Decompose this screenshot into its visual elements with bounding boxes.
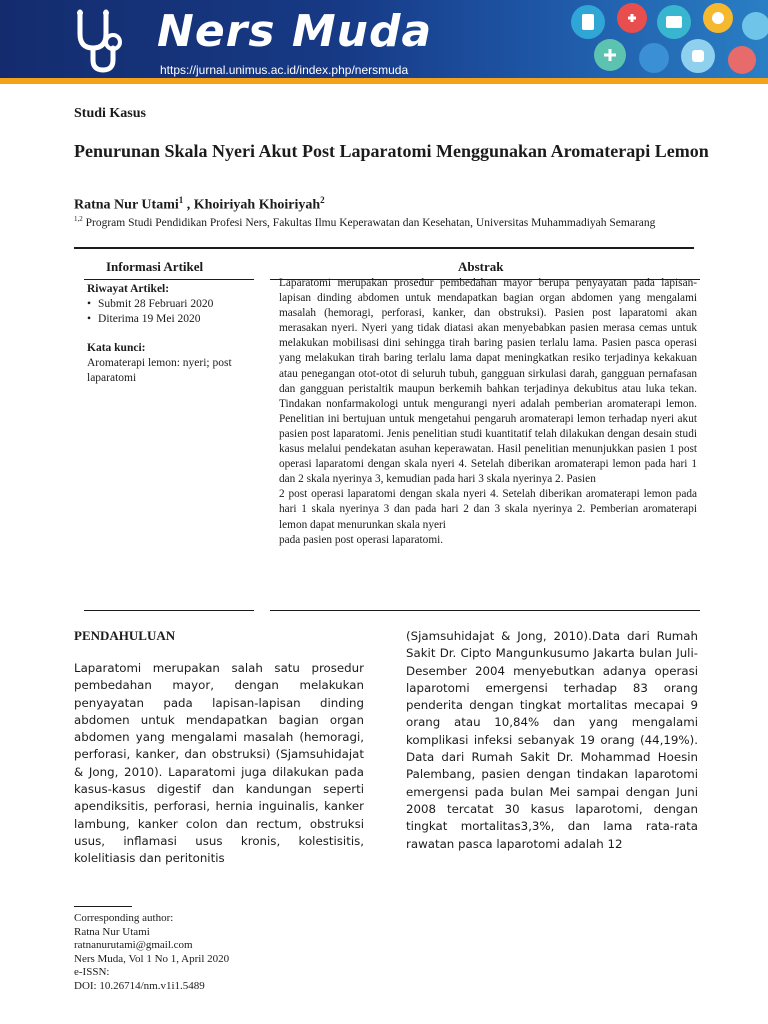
footnote-line: Ratna Nur Utami bbox=[74, 925, 150, 938]
history-list bbox=[87, 297, 252, 327]
author-list bbox=[74, 195, 325, 214]
keywords-label: Kata kunci: bbox=[87, 342, 146, 354]
affiliation-sup: 1,2 bbox=[74, 215, 83, 223]
keywords-text: Aromaterapi lemon: nyeri; post laparatomi bbox=[87, 357, 232, 384]
author-separator: , bbox=[183, 197, 194, 213]
info-heading: Informasi Artikel bbox=[106, 259, 204, 274]
footnote bbox=[74, 912, 229, 993]
journal-banner bbox=[0, 0, 768, 84]
section-heading: PENDAHULUAN bbox=[74, 628, 176, 643]
author-name: Ratna Nur Utami bbox=[74, 197, 179, 213]
footnote-rule bbox=[74, 906, 132, 907]
stethoscope-logo-icon bbox=[66, 8, 128, 76]
affiliation bbox=[74, 212, 694, 230]
info-bottom-rule bbox=[84, 610, 254, 611]
abstract-paragraph: Laparatomi merupakan prosedur pembedahan mayor berupa penyayatan pada lapisan-lapisan dinding abdomen untuk mendapatkan bagian organ abdomen yang mengalami masalah (hemoragi, perforasi, kanker, dan obstruksi). Pasien post laparatomi akan merasakan nyeri. Nyeri yang tidak diatasi akan menyebabkan pasien merasa cemas untuk melakukan mobilisasi dini sehingga tirah baring pasien terlalu lama. Pasien pasca operasi yang melakukan tirah baring terlalu lama dapat meningkatkan resiko terjadinya kekakuan atau penegangan otot-otot di seluruh tubuh, gangguan sirkulasi darah, gangguan pernafasan dan gangguan peristaltik maupun berkemih bahkan terjadinya dekubitus atau luka tekan. Tindakan nonfarmakologi untuk mengurangi nyeri adalah pemberian aromaterapi lemon. Penelitian ini bertujuan untuk mengetahui pengaruh aromaterapi lemon terhadap nyeri akut pasien post laparatomi. Jenis penelitian studi kuantitatif telah dilakukan dengan desain studi kasus melalui pendekatan asuhan keperawatan. Hasil penelitian menunjukkan pasien 1 post operasi laparatomi dengan skala nyeri 4. Setelah diberikan aromaterapi lemon pada hari 1 dan 2 skala nyerinya 3, kemudian pada hari 3 skala nyerinya 2. Pasien bbox=[279, 277, 697, 486]
journal-name: Ners Muda bbox=[157, 6, 433, 57]
article-info bbox=[87, 282, 252, 386]
footnote-line: DOI: 10.26714/nm.v1i1.5489 bbox=[74, 979, 205, 992]
abstract-body bbox=[279, 276, 697, 548]
author-sup: 1 bbox=[178, 195, 184, 205]
abstract-heading: Abstrak bbox=[458, 259, 504, 274]
footnote-line: e-ISSN: bbox=[74, 966, 110, 978]
author-sup: 2 bbox=[320, 195, 325, 205]
author-name: Khoiriyah Khoiriyah bbox=[193, 197, 321, 213]
footnote-line: Ners Muda, Vol 1 No 1, April 2020 bbox=[74, 952, 230, 965]
body-text-right: (Sjamsuhidajat & Jong, 2010).Data dari Rumah Sakit Dr. Cipto Mangunkusumo Jakarta bulan Juli-Desember 2004 menyebutkan adanya operasi laparotomi emergensi terhadap 83 orang penderita dengan tingkat mortalitas mecapai 9 orang atau 10,84% dan yang mengalami komplikasi infeksi sebanyak 19 orang (44,19%). Data dari Rumah Sakit Dr. Mohammad Hoesin Palembang, pasien dengan tindakan laparotomi emergensi pada bulan Mei sampai dengan Juni 2008 tercatat 30 kasus laparotomi, dengan tingkat mortalitas3,3%, dan lama rata-rata rawatan pasca laparotomi adalah 12 bbox=[406, 629, 698, 851]
history-label: Riwayat Artikel: bbox=[87, 283, 170, 295]
journal-url: https://jurnal.unimus.ac.id/index.php/nersmuda bbox=[160, 63, 409, 77]
footnote-line: ratnanurutami@gmail.com bbox=[74, 939, 193, 951]
abstract-paragraph: 2 post operasi laparatomi dengan skala nyeri 4. Setelah diberikan aromaterapi lemon pada hari 1 skala nyerinya 3 dan pada hari 2 dan 3 skala nyerinya 2. Pemberian aromaterapi lemon dapat menurunkan skala nyeri bbox=[279, 488, 697, 531]
footnote-line: Corresponding author: bbox=[74, 912, 174, 924]
abstract-paragraph: pada pasien post operasi laparatomi. bbox=[279, 533, 444, 546]
medical-icons-collage-icon bbox=[558, 0, 768, 78]
abstract-bottom-rule bbox=[270, 610, 700, 611]
history-item: • Submit 28 Februari 2020 bbox=[87, 297, 252, 312]
accent-band bbox=[0, 78, 768, 84]
body-text-left: Laparatomi merupakan salah satu prosedur pembedahan mayor, dengan melakukan penyayatan pada lapisan-lapisan dinding abdomen untuk mendapatkan bagian organ abdomen yang mengalami masalah (hemoragi, perforasi, kanker, dan obstruksi) (Sjamsuhidajat & Jong, 2010). Laparatomi juga dilakukan pada kasus-kasus digestif dan kandungan seperti apendiksitis, perforasi, hernia inguinalis, kanker lambung, kanker colon dan rectum, obstruksi usus, inflamasi usus kronis, kolestisitis, kolelitiasis dan peritonitis bbox=[74, 661, 364, 866]
affiliation-text: Program Studi Pendidikan Profesi Ners, Fakultas Ilmu Keperawatan dan Kesehatan, Universitas Muhammadiyah Semarang bbox=[85, 216, 656, 229]
header-divider bbox=[74, 247, 694, 249]
article-type: Studi Kasus bbox=[74, 106, 146, 121]
info-divider bbox=[84, 279, 254, 280]
history-item: • Diterima 19 Mei 2020 bbox=[87, 312, 252, 327]
article-title: Penurunan Skala Nyeri Akut Post Laparatomi Menggunakan Aromaterapi Lemon bbox=[74, 141, 709, 161]
